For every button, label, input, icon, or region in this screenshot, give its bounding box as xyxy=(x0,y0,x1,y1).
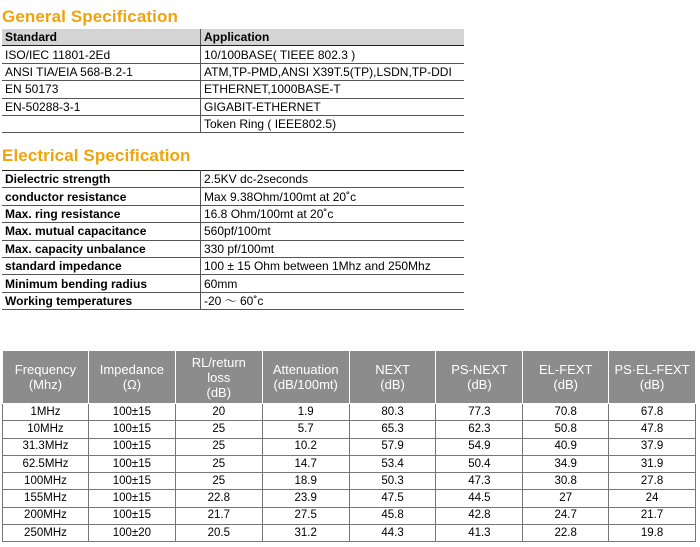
general-row xyxy=(2,98,464,115)
electrical-row xyxy=(2,223,464,240)
performance-cell: 20 xyxy=(175,404,262,421)
performance-cell: 100±15 xyxy=(88,404,175,421)
application-cell: ATM,TP-PMD,ANSI X39T.5(TP),LSDN,TP-DDI xyxy=(201,63,465,80)
general-header-row xyxy=(2,29,464,46)
performance-cell: 19.8 xyxy=(609,525,696,542)
header-line: (dB) xyxy=(380,377,405,392)
performance-cell: 50.4 xyxy=(436,455,523,472)
general-row xyxy=(2,115,464,132)
header-line: PS·EL-FEXT xyxy=(614,362,690,377)
performance-cell: 62.3 xyxy=(436,421,523,438)
performance-column-header xyxy=(175,351,262,404)
property-value: Max 9.38Ohm/100mt at 20˚c xyxy=(201,188,465,205)
performance-cell: 100±15 xyxy=(88,455,175,472)
performance-column-header xyxy=(262,351,349,404)
performance-cell: 30.8 xyxy=(523,473,609,490)
performance-row xyxy=(3,507,696,524)
header-line: NEXT xyxy=(375,362,410,377)
performance-row xyxy=(3,438,696,455)
property-name: Max. ring resistance xyxy=(2,205,201,222)
standard-cell: EN 50173 xyxy=(2,81,201,98)
standard-cell: ANSI TIA/EIA 568-B.2-1 xyxy=(2,63,201,80)
header-line: Impedance xyxy=(99,362,165,377)
performance-cell: 23.9 xyxy=(262,490,349,507)
performance-cell: 27 xyxy=(523,490,609,507)
performance-cell: 10.2 xyxy=(262,438,349,455)
electrical-row xyxy=(2,257,464,274)
property-name: conductor resistance xyxy=(2,188,201,205)
performance-cell: 14.7 xyxy=(262,455,349,472)
header-line: (dB) xyxy=(467,377,492,392)
performance-cell: 62.5MHz xyxy=(3,455,89,472)
header-line: loss xyxy=(207,369,231,385)
property-value: 560pf/100mt xyxy=(201,223,465,240)
general-row xyxy=(2,81,464,98)
performance-cell: 47.8 xyxy=(609,421,696,438)
performance-cell: 57.9 xyxy=(349,438,436,455)
performance-cell: 42.8 xyxy=(436,507,523,524)
header-line: (Mhz) xyxy=(28,377,63,392)
application-cell: GIGABIT-ETHERNET xyxy=(201,98,465,115)
general-row xyxy=(2,46,464,63)
header-line: EL-FEXT xyxy=(538,362,593,377)
performance-cell: 100±15 xyxy=(88,421,175,438)
property-name: standard impedance xyxy=(2,257,201,274)
performance-cell: 47.5 xyxy=(349,490,436,507)
performance-cell: 44.5 xyxy=(436,490,523,507)
general-spec-title: General Specification xyxy=(2,7,178,26)
header-line: (dB) xyxy=(639,377,665,392)
performance-cell: 20.5 xyxy=(175,525,262,542)
header-line: Attenuation xyxy=(272,362,339,377)
application-cell: Token Ring ( IEEE802.5) xyxy=(201,115,465,132)
performance-cell: 31.2 xyxy=(262,525,349,542)
performance-row xyxy=(3,490,696,507)
performance-cell: 25 xyxy=(175,455,262,472)
performance-cell: 50.3 xyxy=(349,473,436,490)
property-value: 100 ± 15 Ohm between 1Mhz and 250Mhz xyxy=(201,257,465,274)
electrical-spec-title: Electrical Specification xyxy=(2,146,191,165)
performance-cell: 100±15 xyxy=(88,438,175,455)
property-name: Max. capacity unbalance xyxy=(2,240,201,257)
property-value: 60mm xyxy=(201,275,465,292)
general-row xyxy=(2,63,464,80)
property-value: 2.5KV dc-2seconds xyxy=(201,171,465,188)
performance-row xyxy=(3,421,696,438)
application-header: Application xyxy=(201,29,465,46)
property-name: Working temperatures xyxy=(2,292,201,309)
performance-cell: 18.9 xyxy=(262,473,349,490)
performance-cell: 100±15 xyxy=(88,507,175,524)
property-value: 330 pf/100mt xyxy=(201,240,465,257)
header-line: RL/return xyxy=(191,354,246,370)
performance-cell: 27.8 xyxy=(609,473,696,490)
performance-cell: 47.3 xyxy=(436,473,523,490)
performance-cell: 100±15 xyxy=(88,490,175,507)
performance-cell: 45.8 xyxy=(349,507,436,524)
header-line: PS-NEXT xyxy=(451,362,508,377)
header-line: (dB) xyxy=(206,384,232,400)
performance-cell: 80.3 xyxy=(349,404,436,421)
performance-cell: 50.8 xyxy=(523,421,609,438)
performance-cell: 24.7 xyxy=(523,507,609,524)
performance-column-header xyxy=(523,351,609,404)
performance-column-header xyxy=(436,351,523,404)
property-name: Max. mutual capacitance xyxy=(2,223,201,240)
performance-cell: 53.4 xyxy=(349,455,436,472)
performance-row xyxy=(3,525,696,542)
performance-cell: 250MHz xyxy=(3,525,89,542)
performance-cell: 31.9 xyxy=(609,455,696,472)
performance-cell: 25 xyxy=(175,438,262,455)
performance-row xyxy=(3,455,696,472)
electrical-row xyxy=(2,188,464,205)
performance-cell: 100MHz xyxy=(3,473,89,490)
electrical-row xyxy=(2,171,464,188)
performance-cell: 70.8 xyxy=(523,404,609,421)
property-value: -20 ～ 60˚c xyxy=(201,292,465,309)
performance-cell: 21.7 xyxy=(175,507,262,524)
header-line: Frequency xyxy=(14,362,77,377)
performance-cell: 5.7 xyxy=(262,421,349,438)
performance-row xyxy=(3,404,696,421)
performance-cell: 100±15 xyxy=(88,473,175,490)
electrical-spec-table xyxy=(2,170,464,310)
performance-column-header xyxy=(3,351,89,404)
header-line: (dB) xyxy=(553,377,578,392)
performance-column-header xyxy=(88,351,175,404)
performance-cell: 21.7 xyxy=(609,507,696,524)
performance-cell: 200MHz xyxy=(3,507,89,524)
performance-cell: 65.3 xyxy=(349,421,436,438)
performance-column-header xyxy=(349,351,436,404)
standard-cell: EN-50288-3-1 xyxy=(2,98,201,115)
performance-cell: 1.9 xyxy=(262,404,349,421)
electrical-row xyxy=(2,275,464,292)
performance-cell: 25 xyxy=(175,473,262,490)
performance-cell: 25 xyxy=(175,421,262,438)
general-spec-table xyxy=(2,29,464,133)
performance-cell: 67.8 xyxy=(609,404,696,421)
performance-cell: 34.9 xyxy=(523,455,609,472)
performance-table xyxy=(2,350,696,542)
property-name: Minimum bending radius xyxy=(2,275,201,292)
performance-cell: 22.8 xyxy=(523,525,609,542)
performance-cell: 77.3 xyxy=(436,404,523,421)
electrical-row xyxy=(2,292,464,309)
standard-header: Standard xyxy=(2,29,201,46)
performance-cell: 1MHz xyxy=(3,404,89,421)
property-value: 16.8 Ohm/100mt at 20˚c xyxy=(201,205,465,222)
header-line: (dB/100mt) xyxy=(273,377,338,392)
performance-cell: 27.5 xyxy=(262,507,349,524)
electrical-row xyxy=(2,240,464,257)
electrical-row xyxy=(2,205,464,222)
header-line: (Ω) xyxy=(122,377,142,392)
performance-cell: 24 xyxy=(609,490,696,507)
performance-cell: 22.8 xyxy=(175,490,262,507)
performance-cell: 37.9 xyxy=(609,438,696,455)
performance-cell: 155MHz xyxy=(3,490,89,507)
performance-column-header xyxy=(609,351,696,404)
performance-cell: 54.9 xyxy=(436,438,523,455)
performance-cell: 40.9 xyxy=(523,438,609,455)
standard-cell xyxy=(2,115,201,132)
performance-cell: 31.3MHz xyxy=(3,438,89,455)
performance-cell: 44.3 xyxy=(349,525,436,542)
property-name: Dielectric strength xyxy=(2,171,201,188)
performance-cell: 100±20 xyxy=(88,525,175,542)
performance-row xyxy=(3,473,696,490)
application-cell: 10/100BASE( TIEEE 802.3 ) xyxy=(201,46,465,63)
performance-cell: 10MHz xyxy=(3,421,89,438)
performance-header-row xyxy=(3,351,696,404)
performance-cell: 41.3 xyxy=(436,525,523,542)
application-cell: ETHERNET,1000BASE-T xyxy=(201,81,465,98)
standard-cell: ISO/IEC 11801-2Ed xyxy=(2,46,201,63)
